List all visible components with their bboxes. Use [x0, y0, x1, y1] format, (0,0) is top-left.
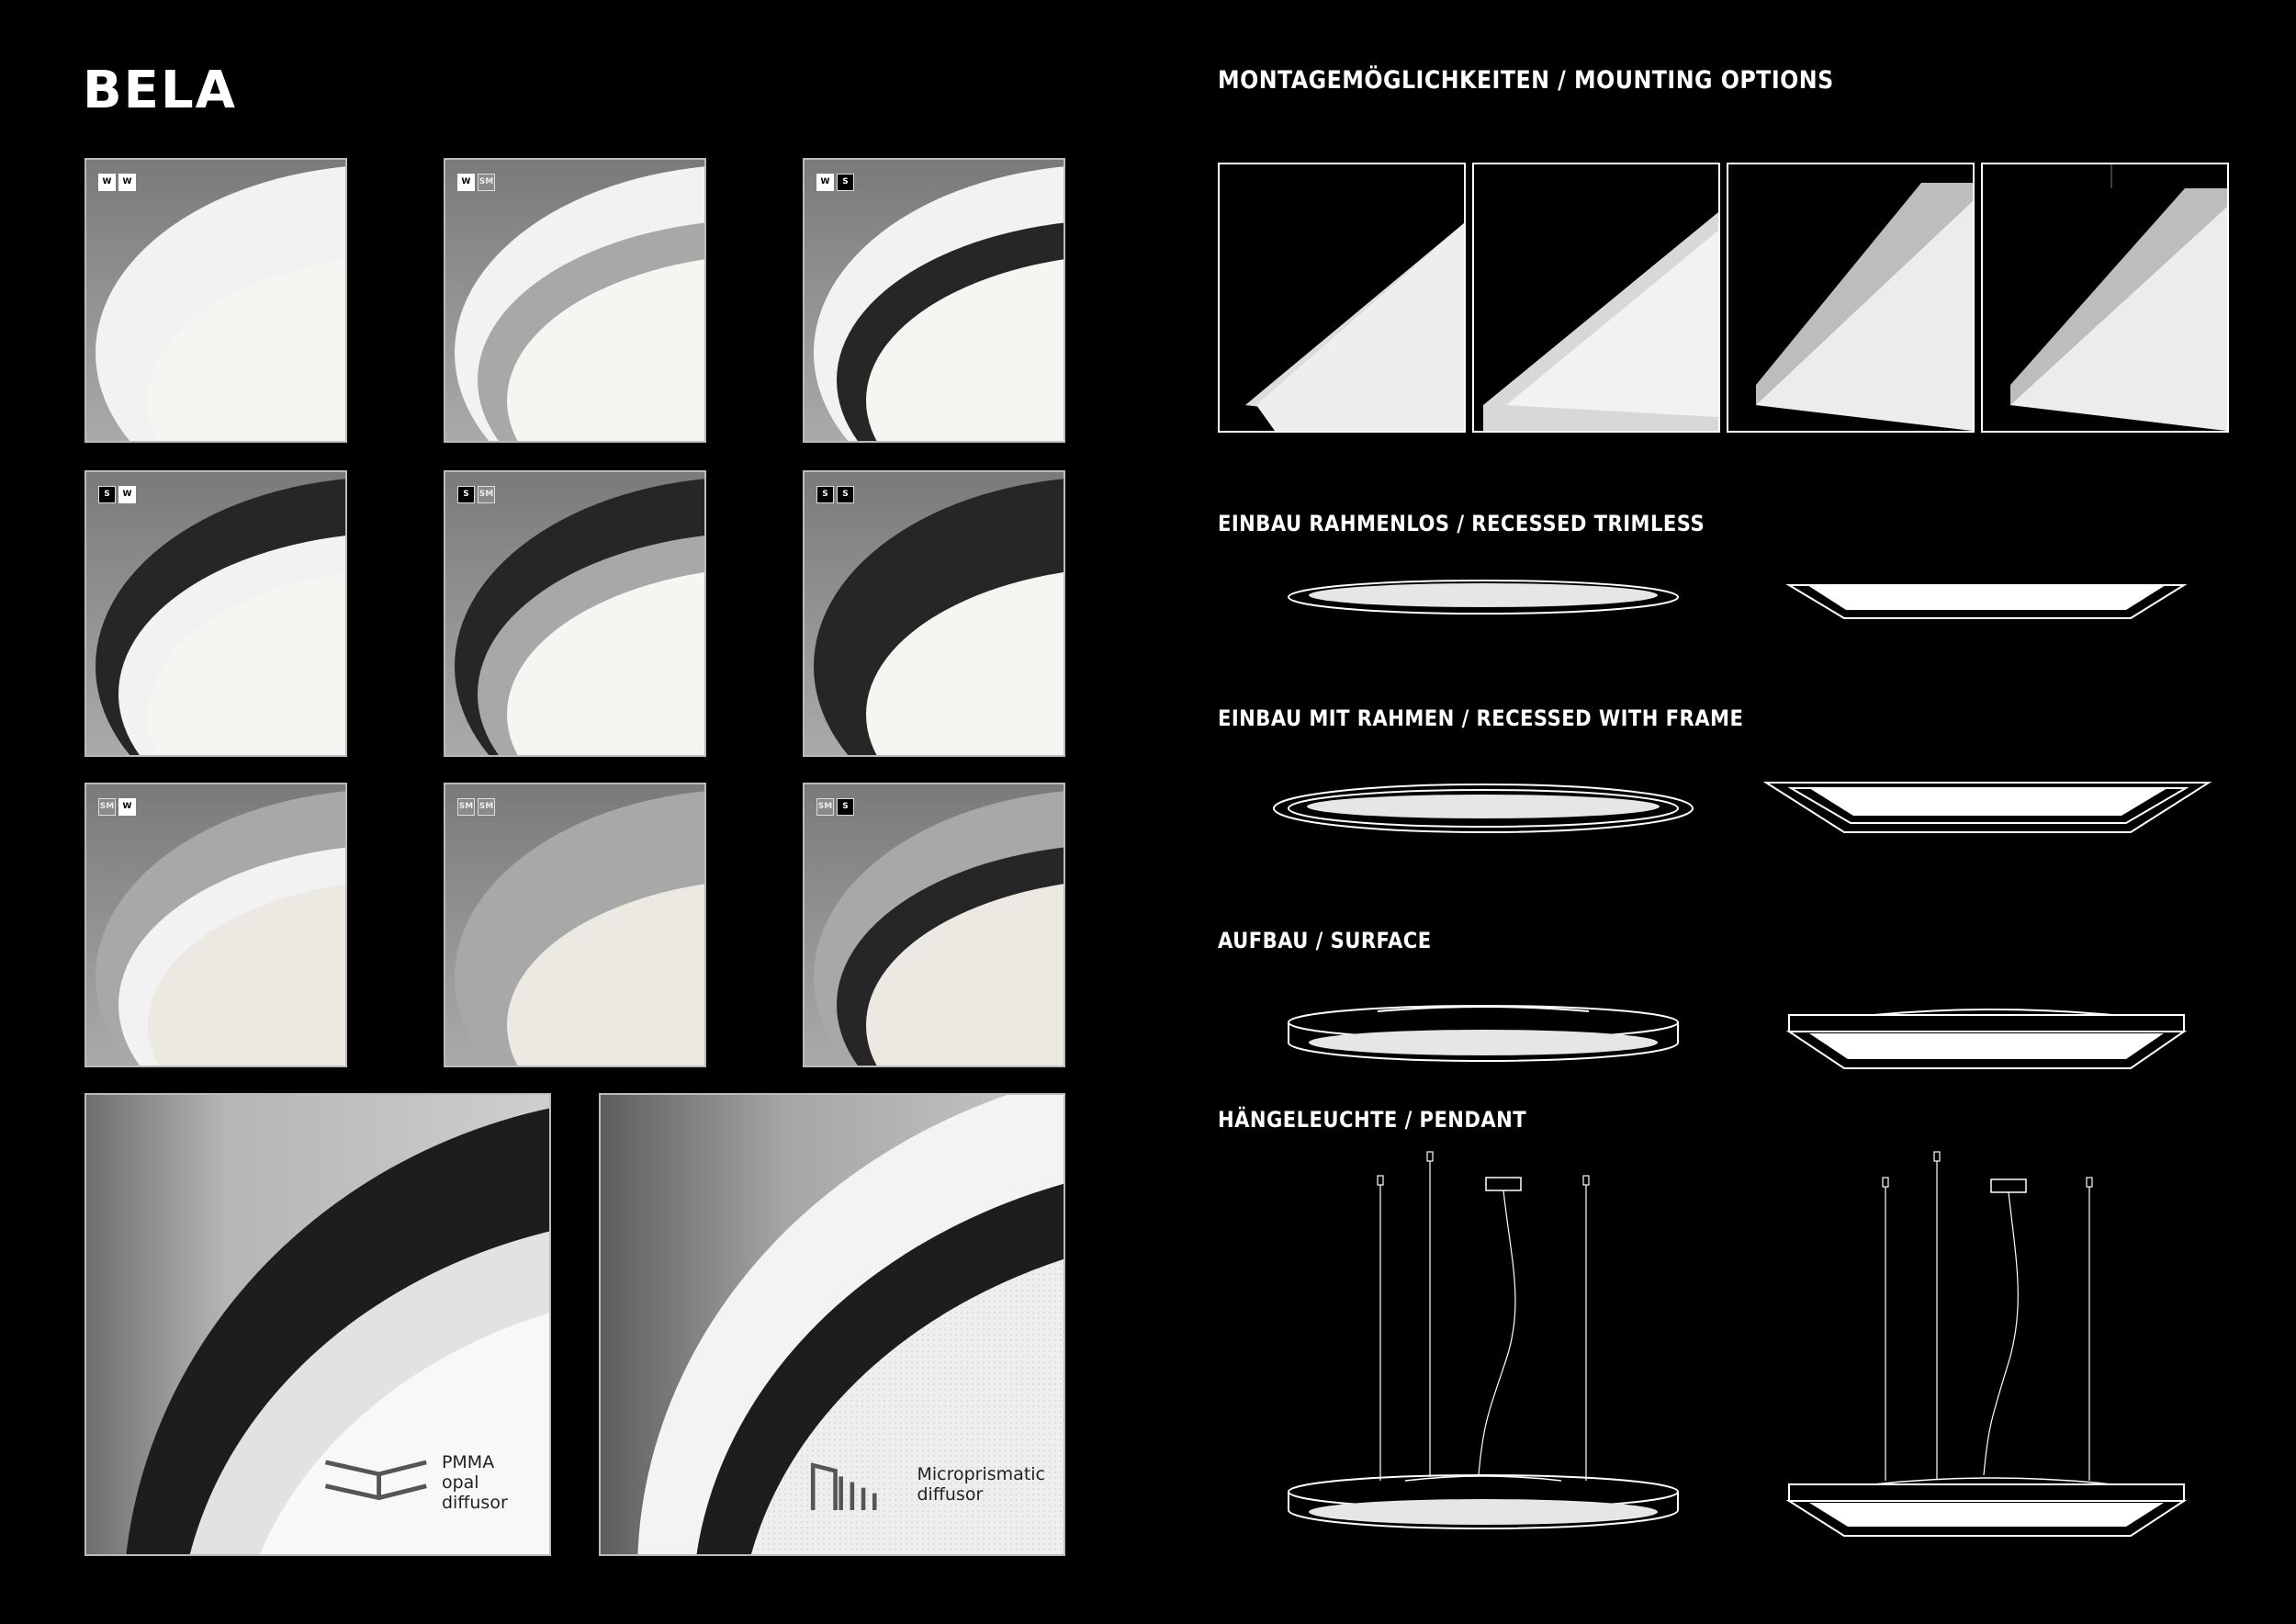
finish-badge: W — [118, 486, 136, 503]
recessed-trimless-diagram — [1277, 570, 2204, 625]
pendant-heading: HÄNGELEUCHTE / PENDANT — [1218, 1107, 1527, 1133]
finish-badges — [816, 798, 854, 816]
finish-badge: S — [837, 486, 854, 503]
finish-tile — [84, 470, 347, 757]
finish-image — [445, 472, 704, 755]
finish-badge: SM — [98, 798, 116, 816]
surface-heading: AUFBAU / SURFACE — [1218, 928, 1432, 953]
mounting-options-heading: MONTAGEMÖGLICHKEITEN / MOUNTING OPTIONS — [1218, 66, 1834, 95]
finish-image — [805, 160, 1064, 441]
finish-badge: S — [98, 486, 116, 503]
pendant-photo — [1983, 164, 2227, 431]
finish-badge: S — [457, 486, 475, 503]
recessed-frame-heading: EINBAU MIT RAHMEN / RECESSED WITH FRAME — [1218, 705, 1744, 731]
recessed-frame-diagram — [1267, 772, 2223, 845]
pmma-caption-label: PMMA opal diffusor — [441, 1452, 508, 1514]
finish-badge: SM — [478, 174, 495, 191]
finish-badge: S — [816, 486, 834, 503]
surface-photo — [1728, 164, 1973, 431]
finish-badges — [98, 486, 136, 503]
finish-badge: SM — [478, 486, 495, 503]
finish-image — [86, 472, 345, 755]
finish-tile — [84, 158, 347, 443]
mounting-photo-surface — [1727, 163, 1975, 433]
pmma-diffuser-tile — [84, 1093, 551, 1556]
pendant-diagram — [1277, 1148, 2204, 1552]
finish-tile — [803, 158, 1065, 443]
finish-image — [805, 784, 1064, 1066]
mounting-photo-with-frame — [1472, 163, 1720, 433]
surface-diagram — [1277, 997, 2204, 1079]
finish-image — [445, 784, 704, 1066]
finish-badges — [816, 486, 854, 503]
mounting-photo-trimless — [1218, 163, 1466, 433]
finish-badge: W — [118, 798, 136, 816]
finish-badge: SM — [457, 798, 475, 816]
microprismatic-caption-label: Microprismatic diffusor — [917, 1464, 1045, 1506]
finish-badge: W — [816, 174, 834, 191]
finish-badge: SM — [478, 798, 495, 816]
finish-badge: S — [837, 798, 854, 816]
finish-badge: S — [837, 174, 854, 191]
pmma-caption — [320, 1450, 531, 1516]
finish-badges — [98, 798, 136, 816]
finish-tile — [803, 470, 1065, 757]
finish-tile — [444, 158, 706, 443]
microprismatic-diffuser-tile — [599, 1093, 1065, 1556]
finish-tile — [444, 783, 706, 1067]
opal-diffuser-icon — [320, 1450, 433, 1516]
finish-image — [445, 160, 704, 441]
finish-image — [86, 784, 345, 1066]
recessed-trimless-heading: EINBAU RAHMENLOS / RECESSED TRIMLESS — [1218, 511, 1705, 536]
finish-badges — [457, 174, 495, 191]
finish-badges — [816, 174, 854, 191]
finish-badges — [98, 174, 136, 191]
mounting-photo-pendant — [1981, 163, 2229, 433]
finish-tile — [444, 470, 706, 757]
finish-badge: W — [457, 174, 475, 191]
finish-badge: SM — [816, 798, 834, 816]
finish-tile — [803, 783, 1065, 1067]
microprismatic-caption — [802, 1454, 1045, 1516]
recessed-frame-photo — [1474, 164, 1718, 431]
finish-image — [86, 160, 345, 441]
finish-badges — [457, 798, 495, 816]
finish-badge: W — [98, 174, 116, 191]
finish-tile — [84, 783, 347, 1067]
finish-image — [805, 472, 1064, 755]
finish-badge: W — [118, 174, 136, 191]
finish-badges — [457, 486, 495, 503]
recessed-trimless-photo — [1220, 164, 1464, 431]
product-title: BELA — [83, 61, 237, 120]
microprismatic-diffuser-icon — [802, 1454, 908, 1516]
